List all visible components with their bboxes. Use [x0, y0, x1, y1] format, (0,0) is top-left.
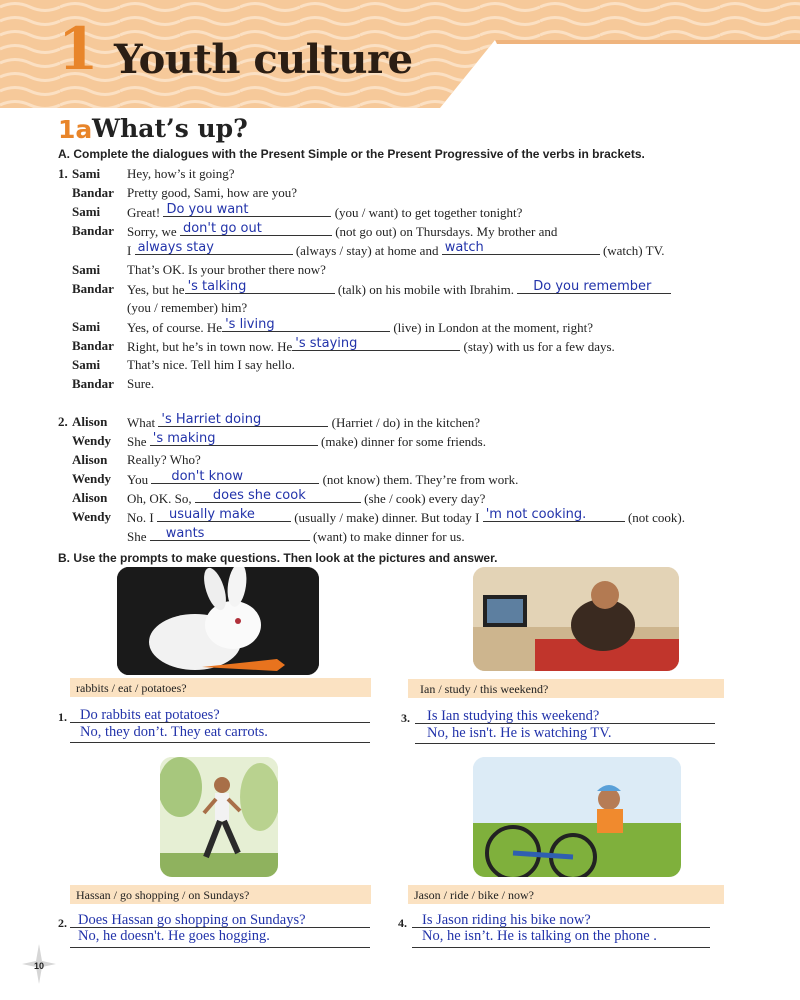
answer-blank[interactable] [150, 528, 310, 541]
line-text: Yes, but he [127, 282, 185, 297]
line-text: Hey, how’s it going? [127, 166, 235, 181]
answer-blank[interactable] [185, 281, 335, 294]
line-text: That’s nice. Tell him I say hello. [127, 357, 295, 372]
speaker-label: Sami [72, 204, 101, 219]
answer-blank[interactable] [517, 281, 671, 294]
handwritten-question: Do rabbits eat potatoes? [80, 707, 220, 723]
chapter-number: 1 [58, 15, 99, 83]
prompt-box: Ian / study / this weekend? [408, 679, 724, 698]
answer-line[interactable] [415, 722, 715, 724]
speaker-label: Alison [72, 452, 108, 467]
handwritten-answer: No, he isn't. He is watching TV. [427, 725, 612, 741]
line-text: Yes, of course. He [127, 320, 223, 335]
question-number: 4. [398, 916, 407, 930]
dialogue-line [127, 433, 486, 450]
line-text: (not know) them. They’re from work. [322, 472, 519, 487]
speaker-label: Sami [72, 262, 101, 277]
handwritten-answer: always stay [137, 240, 214, 255]
handwritten-answer: don't go out [182, 221, 262, 236]
cyclist-photo [473, 757, 681, 877]
dialogue-line [127, 452, 201, 468]
answer-blank[interactable] [135, 242, 293, 255]
line-text: Right, but he’s in town now. He [127, 339, 293, 354]
answer-blank[interactable] [180, 223, 332, 236]
speaker-label: Bandar [72, 185, 114, 200]
chapter-title: Youth culture [114, 36, 413, 83]
part-b-instruction: B. Use the prompts to make questions. Then look at the pictures and answer. [58, 551, 498, 565]
handwritten-answer: Do you want [166, 202, 249, 217]
prompt-box: Jason / ride / bike / now? [408, 885, 724, 904]
dialogue-line [127, 281, 671, 298]
answer-line[interactable] [415, 742, 715, 744]
handwritten-answer: watch [444, 240, 484, 255]
section-title: What’s up? [92, 114, 248, 143]
handwritten-answer: does she cook [212, 488, 306, 503]
answer-line[interactable] [70, 721, 370, 723]
speaker-label: Alison [72, 490, 108, 505]
dialogue-line [127, 300, 247, 316]
answer-blank[interactable] [222, 319, 390, 332]
line-text: I [127, 243, 132, 258]
dialogue-line [127, 376, 154, 392]
jogging-photo [160, 757, 278, 877]
line-text: That’s OK. Is your brother there now? [127, 262, 326, 277]
handwritten-answer: 's staying [295, 336, 358, 351]
line-text: (not go out) on Thursdays. My brother and [335, 224, 558, 239]
rabbit-illustration [117, 567, 319, 675]
speaker-label: Bandar [72, 338, 114, 353]
answer-blank[interactable] [442, 242, 600, 255]
dialogue-number: 1. [58, 166, 68, 181]
speaker-label: Sami [72, 357, 101, 372]
dialogue-line [127, 414, 480, 431]
handwritten-answer: 'm not cooking. [485, 507, 587, 522]
dialogue-line [127, 242, 665, 259]
line-text: Sure. [127, 376, 155, 391]
dialogue-line [127, 338, 615, 355]
handwritten-answer: 's Harriet doing [161, 412, 262, 427]
speaker-label: Sami [72, 166, 101, 181]
answer-blank[interactable] [157, 509, 291, 522]
line-text: (not cook). [627, 510, 685, 525]
handwritten-answer: 's talking [187, 279, 247, 294]
line-text: (usually / make) dinner. But today I [294, 510, 480, 525]
line-text: Oh, OK. So, [127, 491, 192, 506]
answer-blank[interactable] [195, 490, 361, 503]
dialogue-line [127, 262, 326, 278]
handwritten-question: Is Jason riding his bike now? [422, 912, 591, 928]
prompt-box: rabbits / eat / potatoes? [70, 678, 371, 697]
line-text: (she / cook) every day? [364, 491, 486, 506]
handwritten-answer: don't know [171, 469, 243, 484]
handwritten-question: Is Ian studying this weekend? [427, 708, 600, 724]
answer-blank[interactable] [163, 204, 331, 217]
answer-line[interactable] [412, 946, 710, 948]
part-a-instruction: A. Complete the dialogues with the Present Simple or the Present Progressive of the verbs in brackets. [58, 147, 645, 161]
line-text: (want) to make dinner for us. [313, 529, 465, 544]
line-text: She [127, 434, 147, 449]
answer-blank[interactable] [292, 338, 460, 351]
tv-illustration [473, 567, 679, 671]
handwritten-answer: usually make [168, 507, 255, 522]
line-text: Great! [127, 205, 161, 220]
handwritten-answer: Do you remember [533, 279, 652, 294]
handwritten-question: Does Hassan go shopping on Sundays? [78, 912, 306, 928]
speaker-label: Sami [72, 319, 101, 334]
speaker-label: Wendy [72, 471, 112, 486]
speaker-label: Wendy [72, 509, 112, 524]
prompt-box: Hassan / go shopping / on Sundays? [70, 885, 371, 904]
question-number: 3. [401, 711, 410, 725]
dialogue-line [127, 357, 295, 373]
dialogue-line [127, 509, 685, 526]
jogging-illustration [160, 757, 278, 877]
handwritten-answer: 's making [152, 431, 216, 446]
dialogue-line [127, 471, 518, 488]
tv-photo [473, 567, 679, 671]
line-text: What [127, 415, 156, 430]
rabbit-photo [117, 567, 319, 675]
line-text: (make) dinner for some friends. [321, 434, 486, 449]
handwritten-answer: wants [165, 526, 205, 541]
line-text: Sorry, we [127, 224, 177, 239]
dialogue-line [127, 490, 485, 507]
speaker-label: Alison [72, 414, 108, 429]
line-text: (live) in London at the moment, right? [393, 320, 593, 335]
page-number: 10 [34, 961, 45, 971]
speaker-label: Bandar [72, 223, 114, 238]
line-text: Really? Who? [127, 452, 201, 467]
handwritten-answer: No, he isn’t. He is talking on the phone . [422, 928, 657, 944]
answer-blank[interactable] [151, 471, 319, 484]
line-text: No. I [127, 510, 154, 525]
dialogue-line [127, 528, 465, 545]
speaker-label: Bandar [72, 281, 114, 296]
line-text: Pretty good, Sami, how are you? [127, 185, 298, 200]
line-text: (you / remember) him? [127, 300, 248, 315]
handwritten-answer: 's living [225, 317, 275, 332]
dialogue-line [127, 185, 297, 201]
line-text: (talk) on his mobile with Ibrahim. [337, 282, 515, 297]
dialogue-line [127, 204, 522, 221]
answer-blank[interactable] [483, 509, 625, 522]
line-text: You [127, 472, 149, 487]
question-number: 1. [58, 710, 67, 724]
line-text: (watch) TV. [602, 243, 665, 258]
question-number: 2. [58, 916, 67, 930]
dialogue-line [127, 223, 557, 240]
answer-line[interactable] [70, 946, 370, 948]
line-text: (Harriet / do) in the kitchen? [331, 415, 481, 430]
cyclist-illustration [473, 757, 681, 877]
line-text: (you / want) to get together tonight? [334, 205, 523, 220]
line-text: She [127, 529, 147, 544]
dialogue-line [127, 166, 234, 182]
section-number: 1a [58, 115, 93, 144]
answer-blank[interactable] [150, 433, 318, 446]
dialogue-line [127, 319, 593, 336]
dialogue-number: 2. [58, 414, 68, 429]
answer-line[interactable] [70, 741, 370, 743]
answer-blank[interactable] [158, 414, 328, 427]
speaker-label: Wendy [72, 433, 112, 448]
handwritten-answer: No, he doesn't. He goes hogging. [78, 928, 270, 944]
line-text: (stay) with us for a few days. [463, 339, 615, 354]
handwritten-answer: No, they don’t. They eat carrots. [80, 724, 268, 740]
speaker-label: Bandar [72, 376, 114, 391]
line-text: (always / stay) at home and [295, 243, 439, 258]
